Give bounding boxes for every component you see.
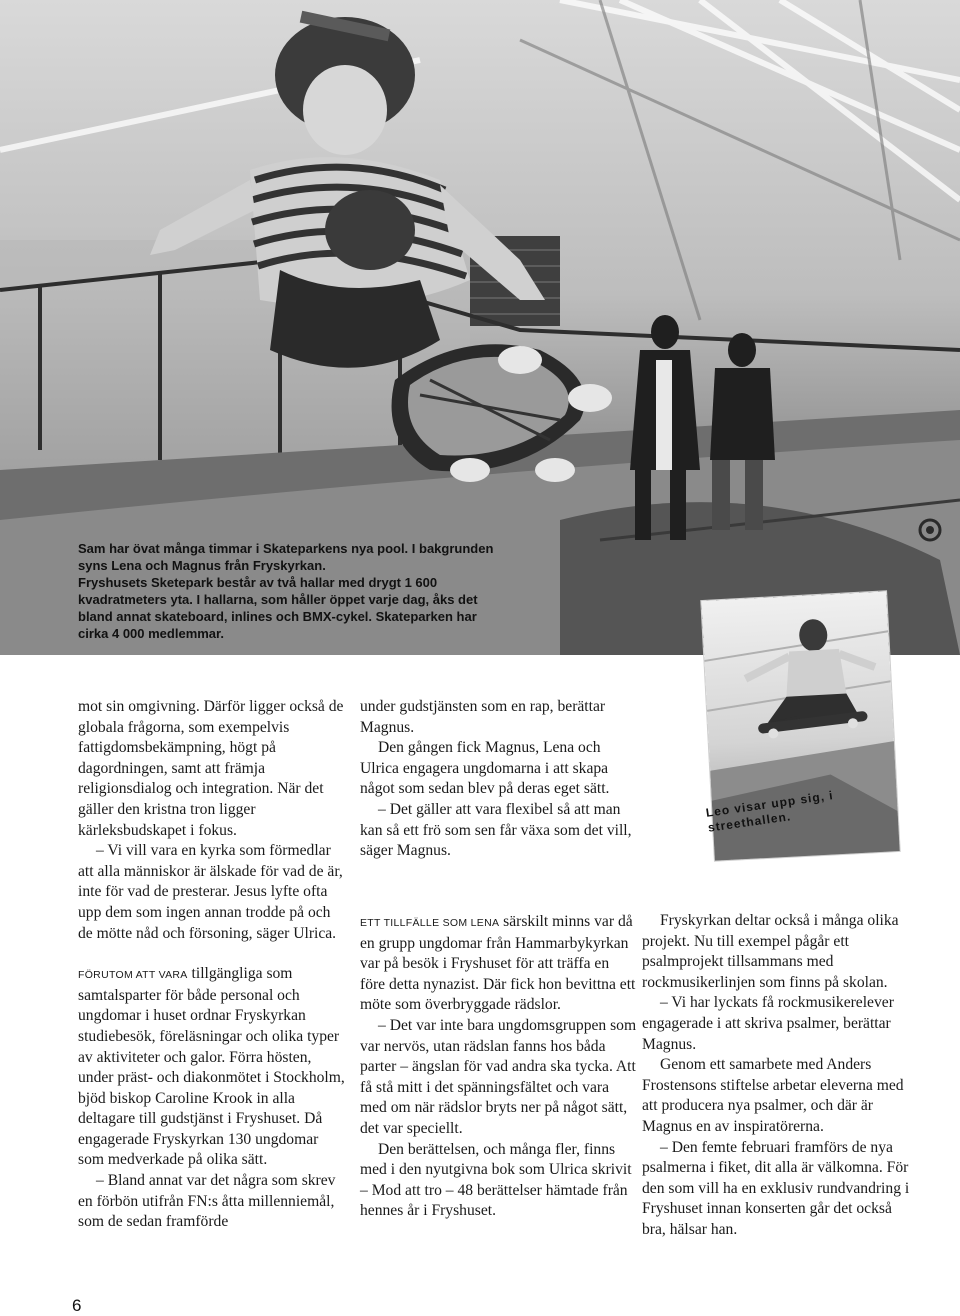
paragraph: Den gången fick Magnus, Lena och Ulrica engagera ungdomarna i att skapa något som sedan blev på deras eget sätt. [360,739,610,798]
paragraph: under gudstjänsten som en rap, berättar Magnus. [360,698,606,736]
paragraph [78,964,348,1171]
paragraph: Den berättelsen, och många fler, finns med i den nyutgivna bok som Ulrica skrivit – Mod att tro – 48 berättelser hämtade från hennes år i Fryshuset. [360,1140,632,1220]
hero-caption [78,540,508,642]
section-lead: FÖRUTOM ATT VARA [78,969,188,982]
paragraph: mot sin omgivning. Därför ligger också de globala frågorna, som exempelvis fattigdomsbekämpning, högt på dagordningen, samt att främja religionsdialog och integration. När det gäller den kristna tron ligger kärleksbudskapet i fokus. [78,698,344,839]
hero-photo [0,0,960,655]
hero-caption-line-1: Sam har övat många timmar i Skateparkens nya pool. I bakgrunden syns Lena och Magnus från Fryskyrkan. [78,541,494,573]
column-left [78,697,348,1233]
column-right [642,911,914,1241]
paragraph-text: särskilt minns var då en grupp ungdomar från Hammarbykyrkan var på besök i Fryshuset för att träffa en före detta nynazist. Där fick hon bevittna ett möte som överbryggade rädslor. [360,913,636,1014]
paragraph: – Den femte februari framförs de nya psalmerna i fiket, dit alla är välkomna. För den som vill ha en exklusiv rundvandring i Fryshuset innan konserten går det också bra, hälsar han. [642,1138,910,1238]
paragraph [360,912,638,1016]
paragraph-text: tillgängliga som samtalsparter för både personal och ungdomar i huset ordnar Fryskyrkan studiebesök, föreläsningar och olika typer av aktiviteter och galor. Förra hösten, under präst- och diakonmötet i Stockholm, bjöd biskop Caroline Krook in alla deltagare till gudstjänst i Fryshuset. Då engagerade Fryskyrkan 130 ungdomar som medverkade på olika sätt. [78,965,345,1169]
paragraph: – Det var inte bara ungdomsgruppen som var nervös, utan rädslan fanns hos båda parter – ängslan för vad andra ska tycka. Att få stå mitt i det spänningsfältet och vara med om när rädslor bryts ner på något sätt, det var speciellt. [360,1016,637,1137]
paragraph: – Det gäller att vara flexibel så att man kan så ett frö som sen får växa som det vill, säger Magnus. [360,800,632,860]
paragraph: – Bland annat var det några som skrev en förbön utifrån FN:s åtta millenniemål, som de sedan framförde [78,1172,336,1231]
section-lead: ETT TILLFÄLLE SOM LENA [360,917,500,929]
paragraph: – Vi vill vara en kyrka som förmedlar att alla människor är älskade för vad de är, inte för vad de presterar. Jesus lyfte ofta upp dem som ingen annan trodde på och de mötte nåd och försoning, säger Ulrica. [78,842,343,942]
column-middle [360,912,638,1222]
hero-caption-line-2: Fryshusets Sketepark består av två hallar med drygt 1 600 kvadratmeters yta. I hallarna, som håller öppet varje dag, åks det bland annat skateboard, inlines och BMX-cykel. Skateparken har cirka 4 000 medlemmar. [78,575,478,641]
paragraph: Genom ett samarbete med Anders Frostensons stiftelse arbetar eleverna med att producera nya psalmer, och där är Magnus en av inspiratörerna. [642,1056,904,1135]
paragraph: – Vi har lyckats få rockmusikerelever engagerade i att skriva psalmer, berättar Magnus. [642,994,894,1053]
paragraph: Fryskyrkan deltar också i många olika projekt. Nu till exempel pågår ett psalmprojekt tillsammans med rockmusikerlinjen som finns på skolan. [642,912,899,991]
inset-caption: Leo visar upp sig, i streethallen. [705,788,835,835]
page-number: 6 [72,1296,82,1315]
column-middle-top [360,697,638,862]
